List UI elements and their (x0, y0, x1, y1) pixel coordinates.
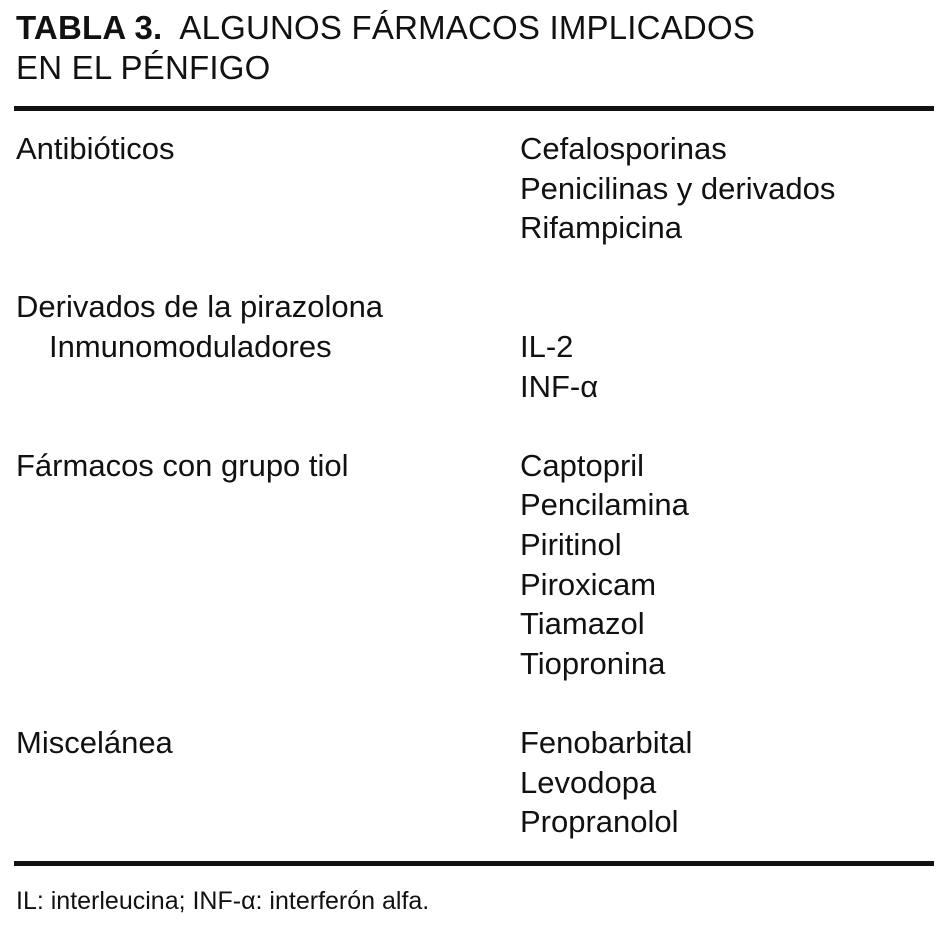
drug-item: Captopril (520, 447, 645, 483)
drug-item: Piroxicam (520, 566, 657, 602)
drug-item: Piritinol (520, 527, 622, 562)
drug-item: Rifampicina (520, 210, 682, 246)
table-number: TABLA 3. (16, 9, 163, 46)
table-footnote: IL: interleucina; INF-α: interferón alfa. (16, 887, 430, 915)
drug-item: Penicilinas y derivados (520, 170, 836, 206)
category-pirazolona: Derivados de la pirazolona (16, 289, 384, 325)
category-grupo-tiol: Fármacos con grupo tiol (16, 447, 349, 483)
drug-item: IL-2 (520, 329, 574, 364)
drug-item: Propranolol (520, 804, 679, 840)
drug-item: INF-α (520, 368, 599, 404)
table-title (16, 8, 916, 88)
category-inmunomoduladores: Inmunomoduladores (49, 329, 332, 364)
table-title-line2: EN EL PÉNFIGO (16, 49, 271, 86)
drug-item: Fenobarbital (520, 725, 693, 760)
bottom-rule (14, 861, 934, 866)
top-rule (14, 106, 934, 111)
drug-item: Tiamazol (520, 606, 645, 642)
table-title-text: ALGUNOS FÁRMACOS IMPLICADOS (179, 9, 756, 46)
drug-item: Pencilamina (520, 487, 689, 523)
category-miscelanea: Miscelánea (16, 725, 173, 760)
category-antibioticos: Antibióticos (16, 131, 175, 166)
drug-item: Tiopronina (520, 645, 666, 681)
drug-item: Levodopa (520, 764, 657, 800)
drug-item: Cefalosporinas (520, 131, 727, 166)
